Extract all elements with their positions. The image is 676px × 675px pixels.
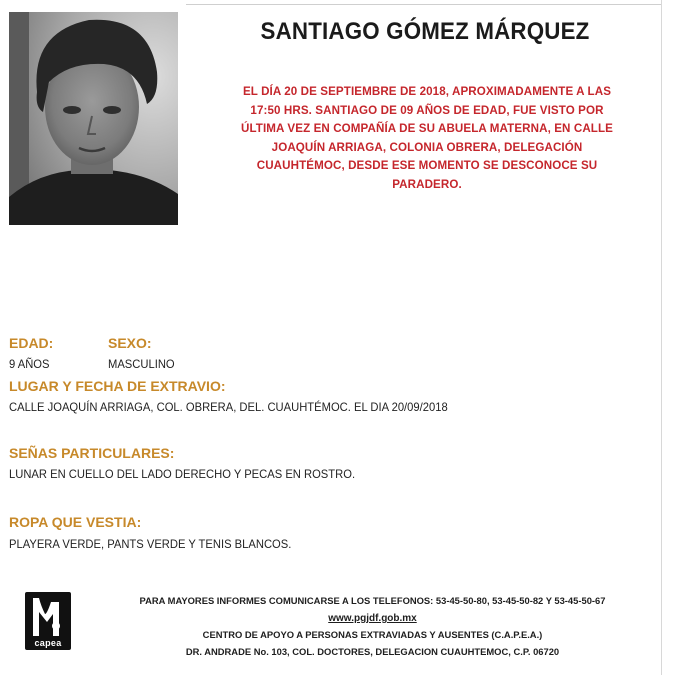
clothes-label: ROPA QUE VESTIA: [9,514,142,530]
clothes-value: PLAYERA VERDE, PANTS VERDE Y TENIS BLANCOS. [9,537,292,551]
sex-label: SEXO: [108,335,152,351]
sex-value: MASCULINO [108,357,175,371]
footer-url[interactable]: www.pgjdf.gob.mx [328,613,417,624]
capea-logo [25,592,71,650]
person-name: SANTIAGO GÓMEZ MÁRQUEZ [260,18,590,45]
age-value: 9 AÑOS [9,357,50,371]
marks-label: SEÑAS PARTICULARES: [9,445,175,461]
footer-center: CENTRO DE APOYO A PERSONAS EXTRAVIADAS Y AUSENTES (C.A.P.E.A.) [202,629,543,640]
place-value: CALLE JOAQUÍN ARRIAGA, COL. OBRERA, DEL. CUAUHTÉMOC. EL DIA 20/09/2018 [9,400,448,414]
footer-phones: PARA MAYORES INFORMES COMUNICARSE A LOS TELEFONOS: 53-45-50-80, 53-45-50-82 Y 53-45-50-67 [139,595,606,606]
age-label: EDAD: [9,335,54,351]
footer-address: DR. ANDRADE No. 103, COL. DOCTORES, DELEGACION CUAUHTEMOC, C.P. 06720 [185,646,560,657]
marks-value: LUNAR EN CUELLO DEL LADO DERECHO Y PECAS EN ROSTRO. [9,467,356,481]
logo-text: capea [34,638,62,648]
disappearance-description: EL DÍA 20 DE SEPTIEMBRE DE 2018, APROXIMADAMENTE A LAS 17:50 HRS. SANTIAGO DE 09 AÑOS DE EDAD, FUE VISTO POR ÚLTIMA VEZ EN COMPAÑÍA DE SU ABUELA MATERNA, EN CALLE JOAQUÍN ARRIAGA, COLONIA OBRERA, DELEGACIÓN CUAUHTÉMOC, DESDE ESE MOMENTO SE DESCONOCE SU PARADERO. [241,85,613,191]
place-label: LUGAR Y FECHA DE EXTRAVIO: [9,378,226,394]
top-divider [186,4,661,5]
person-photo [9,12,178,225]
page-edge [661,0,662,675]
